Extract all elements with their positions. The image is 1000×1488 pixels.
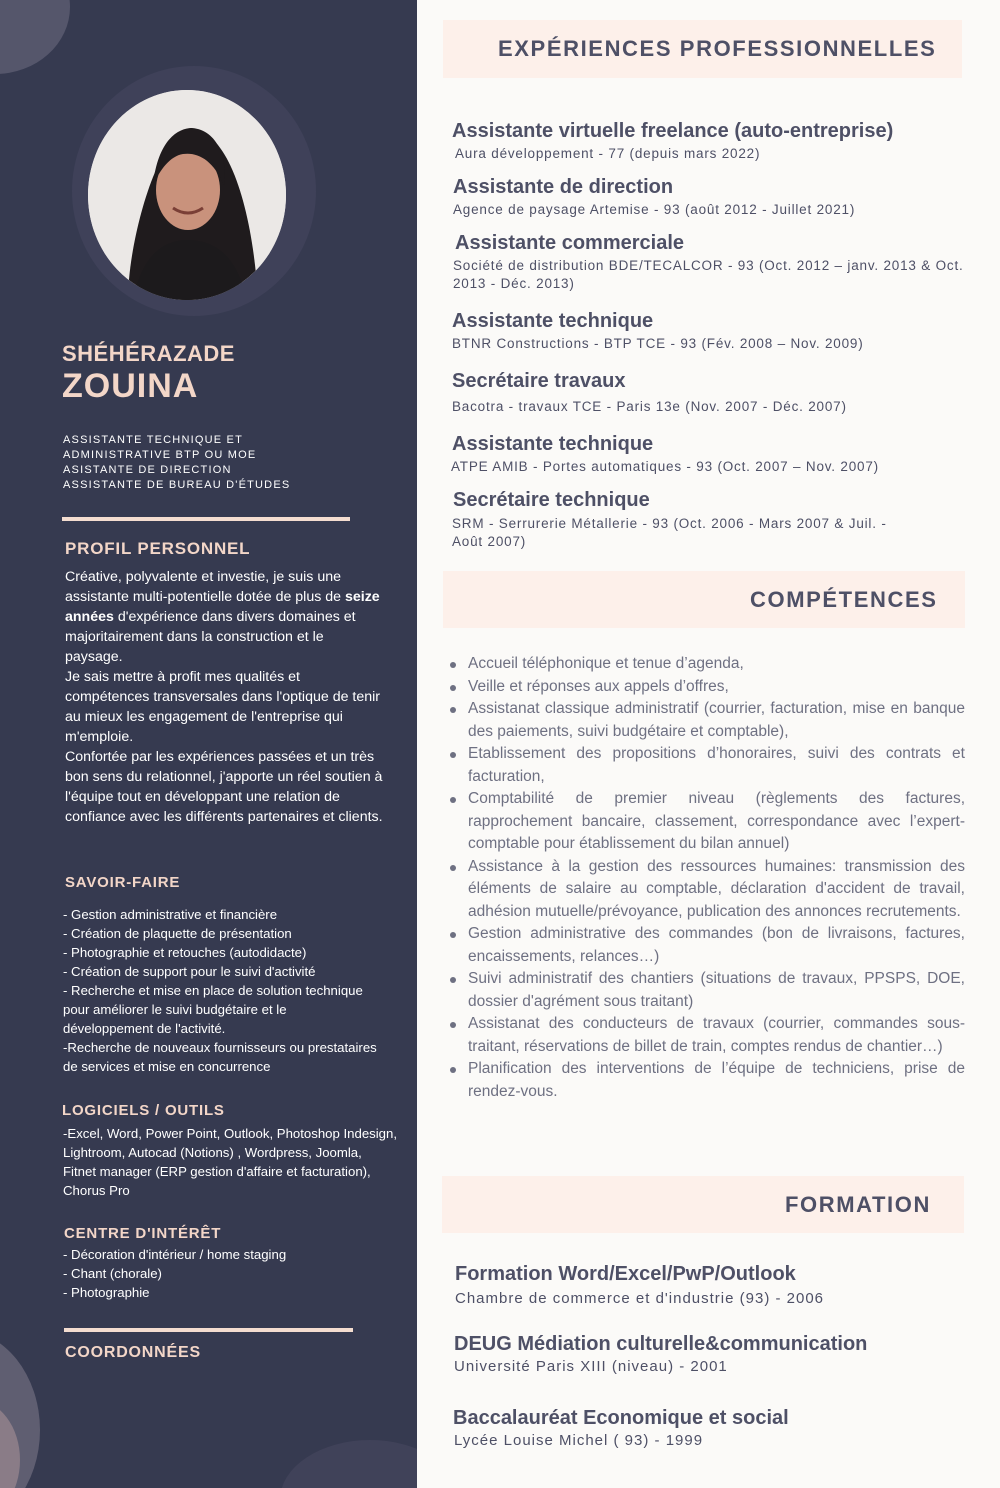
- experience-details: Aura développement - 77 (depuis mars 2022): [455, 146, 761, 161]
- list-item: - Gestion administrative et financière: [63, 907, 278, 922]
- formation-heading: FORMATION: [785, 1192, 931, 1217]
- experience-details: ATPE AMIB - Portes automatiques - 93 (Oct. 2007 – Nov. 2007): [451, 459, 879, 474]
- formation-details: Université Paris XIII (niveau) - 2001: [454, 1358, 728, 1375]
- job-titles: [63, 433, 290, 493]
- divider: [62, 517, 350, 521]
- bullet-icon: [450, 685, 456, 691]
- formation-title: Formation Word/Excel/PwP/Outlook: [455, 1263, 796, 1285]
- experience-title: Secrétaire technique: [453, 489, 650, 511]
- competence-text: Comptabilité de premier niveau (règlements des factures, rapprochement bancaire, classement, correspondance avec l’expert-comptable pour établissement du bilan annuel): [468, 790, 965, 852]
- portrait-icon: [88, 90, 286, 300]
- experience-details: BTNR Constructions - BTP TCE - 93 (Fév. 2008 – Nov. 2009): [452, 336, 864, 351]
- competence-text: Planification des interventions de l’équipe de techniciens, prise de rendez-vous.: [468, 1060, 965, 1100]
- list-item: [447, 1013, 965, 1058]
- profil-paragraph: Je sais mettre à profit mes qualités et compétences transversales dans l'optique de tenir au mieux les engagement de l'entreprise qui m'emploie.: [65, 669, 381, 745]
- profil-text: [65, 567, 385, 827]
- list-item: [447, 676, 965, 699]
- last-name: ZOUINA: [62, 367, 199, 405]
- savoir-faire-heading: SAVOIR-FAIRE: [65, 874, 181, 891]
- decor-blob-top: [0, 0, 70, 74]
- competence-text: Veille et réponses aux appels d’offres,: [468, 677, 729, 695]
- experience-title: Assistante de direction: [453, 176, 674, 198]
- experience-details: Agence de paysage Artemise - 93 (août 2012 - Juillet 2021): [453, 202, 856, 217]
- job-title-line: ASSISTANTE DE BUREAU D'ÉTUDES: [63, 479, 291, 491]
- formation-details: Chambre de commerce et d'industrie (93) - 2006: [455, 1290, 825, 1307]
- list-item: [447, 743, 965, 788]
- job-title-line: ASISTANTE DE DIRECTION: [63, 464, 232, 476]
- competence-text: Etablissement des propositions d’honoraires, suivi des contrats et facturation,: [468, 745, 965, 785]
- experience-details: Société de distribution BDE/TECALCOR - 93 (Oct. 2012 – janv. 2013 & Oct. 2013 - Déc. 2013): [453, 258, 964, 291]
- competence-text: Suivi administratif des chantiers (situations de travaux, PPSPS, DOE, dossier d'agrément sous traitant): [468, 970, 965, 1010]
- bullet-icon: [450, 797, 456, 803]
- first-name: SHÉHÉRAZADE: [62, 341, 235, 366]
- competence-text: Assistanat des conducteurs de travaux (courrier, commandes sous-traitant, réservations de billet de train, comptes rendus de chantier…): [468, 1015, 965, 1055]
- divider: [64, 1328, 353, 1332]
- profile-photo: [88, 90, 286, 300]
- profil-text-part: Créative, polyvalente et investie, je suis une assistante multi-potentielle dotée de plus de: [65, 569, 345, 605]
- list-item: - Décoration d'intérieur / home staging: [63, 1247, 287, 1262]
- bullet-icon: [450, 662, 456, 668]
- experience-title: Assistante commerciale: [455, 232, 685, 254]
- experience-title: Assistante technique: [452, 310, 654, 332]
- competence-text: Assistanat classique administratif (courrier, facturation, mise en banque des paiements, suivi budgétaire et comptable),: [468, 700, 965, 740]
- experience-details: Bacotra - travaux TCE - Paris 13e (Nov. 2007 - Déc. 2007): [452, 399, 847, 414]
- bullet-icon: [450, 752, 456, 758]
- profil-text-part: d'expérience dans divers domaines et majoritairement dans la construction et le paysage.: [65, 609, 356, 665]
- list-item: [447, 923, 965, 968]
- list-item: - Création de plaquette de présentation: [63, 926, 292, 941]
- savoir-faire-list: [63, 905, 378, 1076]
- competences-heading: COMPÉTENCES: [750, 587, 938, 612]
- competence-text: Assistance à la gestion des ressources humaines: transmission des éléments de salaire au comptable, déclaration d'accident de travail, adhésion mutuelle/prévoyance, publication des annonces recrutements.: [468, 857, 965, 920]
- bullet-icon: [450, 977, 456, 983]
- bullet-icon: [450, 932, 456, 938]
- logiciels-text: -Excel, Word, Power Point, Outlook, Photoshop Indesign, Lightroom, Autocad (Notions) , Wordpress, Joomla, Fitnet manager (ERP gestion d'affaire et facturation), Chorus Pro: [63, 1126, 398, 1198]
- list-item: - Photographie et retouches (autodidacte): [63, 945, 307, 960]
- job-title-line: ADMINISTRATIVE BTP OU MOE: [63, 449, 257, 461]
- experience-title: Assistante technique: [452, 433, 654, 455]
- experience-details: SRM - Serrurerie Métallerie - 93 (Oct. 2006 - Mars 2007 & Juil. - Août 2007): [452, 516, 887, 549]
- list-item: - Chant (chorale): [63, 1266, 162, 1281]
- competence-text: Gestion administrative des commandes (bon de livraisons, factures, encaissements, relances…): [468, 925, 965, 965]
- competences-list: [447, 653, 965, 1103]
- coordonnees-heading: COORDONNÉES: [65, 1344, 201, 1361]
- bullet-icon: [450, 865, 456, 871]
- formation-details: Lycée Louise Michel ( 93) - 1999: [454, 1432, 704, 1449]
- list-item: [447, 856, 965, 924]
- list-item: [447, 1058, 965, 1103]
- profil-bold: seize années: [65, 589, 380, 625]
- interets-list: [63, 1245, 383, 1302]
- competence-text: Accueil téléphonique et tenue d’agenda,: [468, 655, 744, 672]
- profil-heading: PROFIL PERSONNEL: [65, 539, 251, 558]
- list-item: [447, 653, 965, 676]
- experiences-heading: EXPÉRIENCES PROFESSIONNELLES: [498, 36, 937, 61]
- decor-blob-bottom-right: [280, 1440, 417, 1488]
- list-item: [447, 698, 965, 743]
- experience-title: Secrétaire travaux: [452, 370, 626, 392]
- list-item: - Photographie: [63, 1285, 150, 1300]
- job-title-line: ASSISTANTE TECHNIQUE ET: [63, 434, 243, 446]
- experience-title: Assistante virtuelle freelance (auto-entreprise): [452, 120, 894, 142]
- list-item: - Création de support pour le suivi d'activité: [63, 964, 316, 979]
- bullet-icon: [450, 1022, 456, 1028]
- bullet-icon: [450, 1067, 456, 1073]
- list-item: - Recherche et mise en place de solution technique pour améliorer le suivi budgétaire et le développement de l'activité.: [63, 983, 363, 1036]
- list-item: -Recherche de nouveaux fournisseurs ou prestataires de services et mise en concurrence: [63, 1040, 377, 1074]
- formation-title: Baccalauréat Economique et social: [453, 1407, 789, 1429]
- bullet-icon: [450, 707, 456, 713]
- profil-paragraph: Confortée par les expériences passées et un très bon sens du relationnel, j'apporte un réel soutien à l'équipe tout en développant une relation de confiance avec les différents partenaires et clients.: [65, 749, 383, 825]
- formation-title: DEUG Médiation culturelle&communication: [454, 1333, 868, 1355]
- logiciels-heading: LOGICIELS / OUTILS: [62, 1102, 225, 1119]
- interets-heading: CENTRE D'INTÉRÊT: [64, 1225, 222, 1242]
- list-item: [447, 968, 965, 1013]
- list-item: [447, 788, 965, 856]
- sidebar: [0, 0, 417, 1488]
